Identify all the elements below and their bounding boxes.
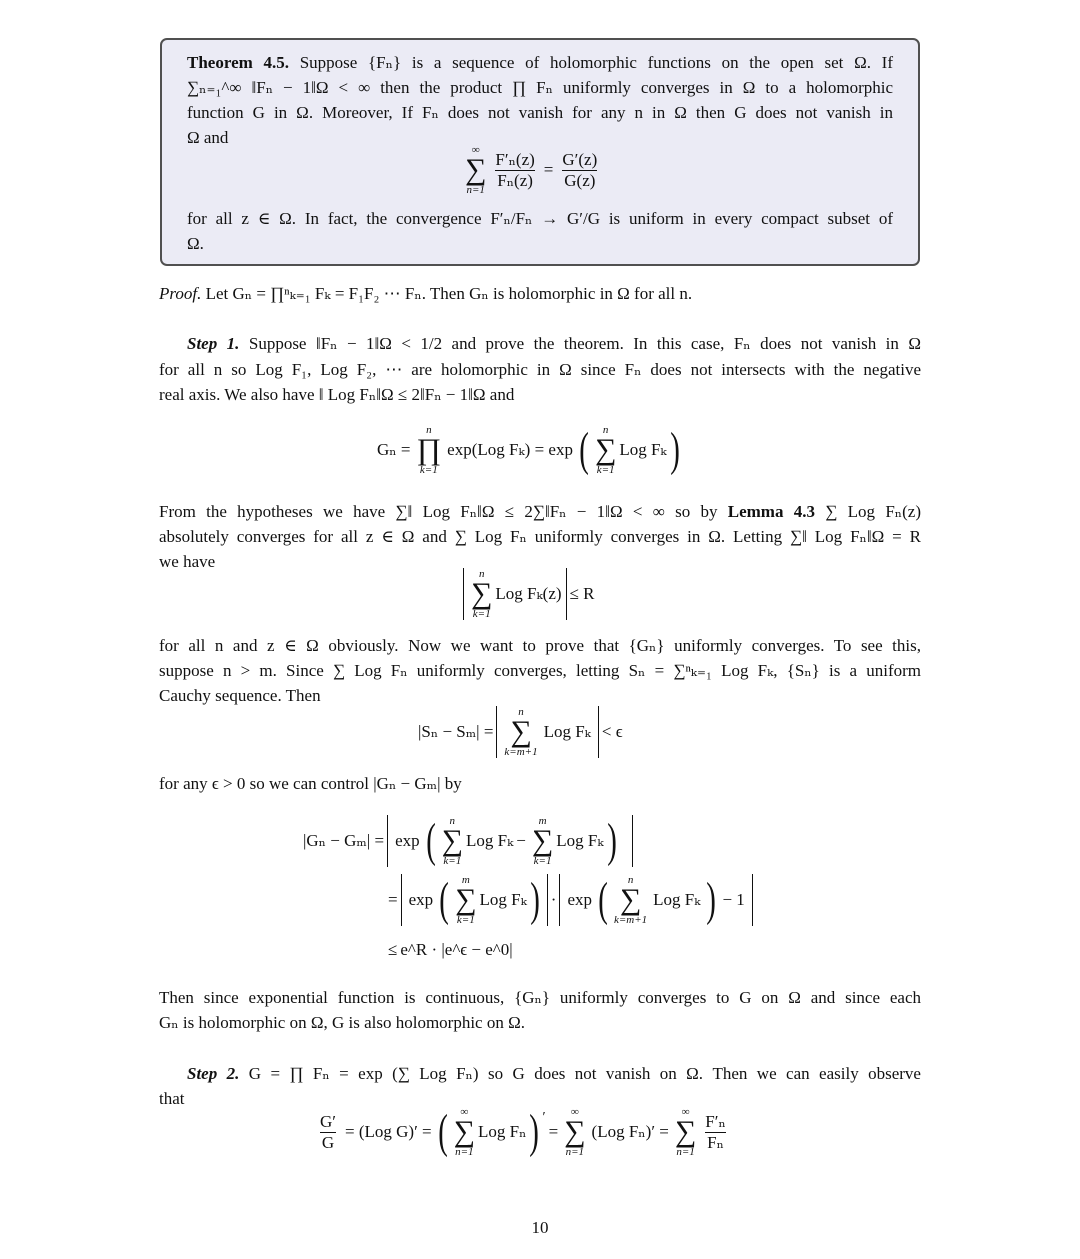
top: n: [518, 706, 524, 718]
top: n: [426, 424, 432, 436]
term: Log Fₖ: [653, 890, 701, 909]
term: Log Fₖ: [619, 440, 667, 459]
align-line-1: [300, 815, 633, 867]
theorem-line: ∑ₙ₌₁^∞ ‖Fₙ − 1‖Ω < ∞ then the product ∏ Fₙ uniformly converges in Ω to a holomorphic: [187, 78, 893, 97]
proof-line: [159, 283, 921, 305]
sum-operator: m ∑ k=1: [531, 815, 554, 867]
align-line-3: [385, 940, 513, 960]
theorem-line: [187, 52, 893, 74]
term: (Log Fₙ)′ =: [591, 1122, 669, 1141]
theorem-equation: [462, 144, 603, 196]
step1-line: real axis. We also have ‖ Log Fₙ‖Ω ≤ 2‖Fₙ − 1‖Ω and: [159, 385, 515, 404]
bottom: k=1: [419, 464, 438, 476]
absolute-value: [463, 568, 567, 620]
bottom: n=1: [676, 1146, 695, 1158]
sum-operator: n ∑ k=m+1: [614, 874, 648, 926]
equation-bound: [463, 568, 597, 620]
numerator: G′: [320, 1111, 336, 1131]
term: Log Fₖ: [479, 890, 527, 909]
step1-label: Step 1.: [187, 334, 240, 353]
term: Log Fₙ: [478, 1122, 527, 1141]
sum-operator: n ∑ k=m+1: [504, 706, 538, 758]
proof-label: Proof.: [159, 284, 202, 303]
step2-line: [187, 1063, 921, 1085]
sum-operator: ∞ ∑ n=1: [465, 144, 487, 196]
text: From the hypotheses we have ∑‖ Log Fₙ‖Ω ≤ 2∑‖Fₙ − 1‖Ω < ∞ so by: [159, 502, 728, 521]
sum-operator: n ∑ k=1: [471, 568, 493, 620]
lemma-ref: Lemma 4.3: [727, 502, 815, 521]
text: Suppose ‖Fₙ − 1‖Ω < 1/2 and prove the theorem. In this case, Fₙ does not vanish in Ω: [239, 334, 921, 353]
top: ∞: [570, 1106, 579, 1118]
para-line: Gₙ is holomorphic on Ω, G is also holomorphic on Ω.: [159, 1013, 525, 1032]
sum-operator: ∞ ∑ n=1: [674, 1106, 697, 1158]
text: = (Log G)′ =: [345, 1122, 432, 1141]
para-line: Cauchy sequence. Then: [159, 686, 321, 705]
denominator: G: [321, 1132, 335, 1152]
bottom: k=1: [443, 855, 462, 867]
equals: =: [388, 890, 398, 909]
text: G = ∏ Fₙ = exp (∑ Log Fₙ) so G does not vanish on Ω. Then we can easily observe: [239, 1064, 921, 1083]
fraction: [560, 150, 599, 191]
bottom: k=m+1: [504, 746, 538, 758]
lhs: |Gₙ − Gₘ| =: [303, 831, 385, 850]
exp: exp: [395, 831, 420, 850]
product-operator: n ∏ k=1: [416, 424, 442, 476]
bottom: k=1: [533, 855, 552, 867]
para-line: for all n and z ∈ Ω obviously. Now we want to prove that {Gₙ} uniformly converges. To see this,: [159, 636, 921, 655]
bottom: k=1: [596, 464, 615, 476]
para-line: [159, 501, 921, 523]
denominator: G(z): [564, 170, 596, 190]
theorem-line: function G in Ω. Moreover, If Fₙ does not vanish for any n in Ω then G does not vanish in: [187, 103, 893, 122]
sum-bottom: n=1: [466, 184, 485, 196]
sum-operator: n ∑ k=1: [441, 815, 463, 867]
fraction: [703, 1112, 728, 1153]
equation-log-derivative: $\frac{G'}{G}$ = (Log G)′ = ( ∞ ∑ n=1 Log Fₙ ) ′ = ∞ ∑ n=1 (Log Fₙ)′ = ∞ ∑ n=1 $\frac{\text{F′ₙ}}{\text{Fₙ}}$: [320, 1105, 726, 1158]
top: n: [478, 568, 485, 580]
align-line-2: [385, 874, 753, 926]
step2-line: that: [159, 1089, 185, 1108]
minus: −: [516, 831, 526, 850]
theorem-line: Ω.: [187, 234, 204, 253]
bottom: n=1: [455, 1146, 474, 1158]
step1-line: [187, 333, 921, 355]
exp: exp: [408, 890, 434, 909]
top: m: [538, 815, 547, 827]
numerator: F′ₙ(z): [495, 149, 535, 169]
step2-label: Step 2.: [187, 1064, 240, 1083]
theorem-line: Ω and: [187, 128, 229, 147]
numerator: F′ₙ: [705, 1111, 726, 1131]
absolute-value: exp ( m ∑ k=1 Log Fₖ ): [401, 874, 548, 926]
dot: ·: [550, 890, 557, 909]
bottom: k=1: [472, 608, 491, 620]
top: ∞: [681, 1106, 690, 1118]
bound: e^R · |e^ϵ − e^0|: [400, 940, 513, 959]
denominator: Fₙ: [707, 1132, 724, 1152]
term: Log Fₖ: [556, 831, 604, 850]
theorem-label: Theorem 4.5.: [187, 53, 289, 72]
rhs: ≤ R: [569, 584, 595, 603]
theorem-line: for all z ∈ Ω. In fact, the convergence F′ₙ/Fₙ → G′/G is uniform in every compact subset of: [187, 209, 893, 228]
para-line: for any ϵ > 0 so we can control |Gₙ − Gₘ| by: [159, 774, 462, 793]
equation-gn-product: Gₙ = n ∏ k=1 exp(Log Fₖ) = exp ( n ∑ k=1 Log Fₖ ): [377, 423, 680, 476]
sum-operator: ∞ ∑ n=1: [564, 1106, 586, 1158]
lhs: Gₙ =: [377, 440, 411, 459]
sum-top: ∞: [471, 144, 480, 156]
bottom: n=1: [565, 1146, 585, 1158]
equals: =: [543, 160, 554, 179]
exp: exp: [567, 890, 593, 909]
absolute-value: [496, 706, 598, 758]
bottom: k=m+1: [614, 914, 648, 926]
absolute-value: exp ( n ∑ k=1 Log Fₖ − m ∑ k=1 Log Fₖ ): [387, 815, 632, 867]
sum-operator: m ∑ k=1: [455, 874, 477, 926]
text: Suppose {Fₙ} is a sequence of holomorphic functions on the open set Ω. If: [289, 53, 893, 72]
prime: ′: [542, 1108, 546, 1125]
term: Log Fₖ: [466, 831, 514, 850]
sum-operator: n ∑ k=1: [594, 424, 617, 476]
top: n: [627, 874, 634, 886]
page-number: 10: [531, 1218, 549, 1237]
sum-operator: ∞ ∑ n=1: [453, 1106, 476, 1158]
fraction: [493, 150, 536, 191]
para-line: we have: [159, 552, 216, 571]
bottom: k=1: [456, 914, 475, 926]
para-line: absolutely converges for all z ∈ Ω and ∑ Log Fₙ uniformly converges in Ω. Letting ∑‖ Log Fₙ‖Ω = R: [159, 527, 921, 546]
term: Log Fₖ: [543, 722, 591, 741]
top: ∞: [460, 1106, 469, 1118]
denominator: Fₙ(z): [497, 170, 533, 190]
top: n: [602, 424, 609, 436]
lhs: |Sₙ − Sₘ| =: [418, 722, 494, 741]
para-line: Then since exponential function is continuous, {Gₙ} uniformly converges to G on Ω and since each: [159, 988, 921, 1007]
numerator: G′(z): [562, 149, 598, 169]
minus-one: − 1: [722, 890, 745, 909]
rhs: < ϵ: [601, 722, 623, 741]
step1-line: for all n so Log F₁, Log F₂, ⋯ are holomorphic in Ω since Fₙ does not intersects with the negative: [159, 360, 921, 379]
leq: ≤: [388, 940, 398, 959]
top: m: [461, 874, 470, 886]
fraction: [318, 1112, 338, 1153]
top: n: [449, 815, 456, 827]
text: ∑ Log Fₙ(z): [815, 502, 921, 521]
mid: exp(Log Fₖ) = exp: [447, 440, 573, 459]
equals: =: [548, 1122, 559, 1141]
term: Log Fₖ(z): [495, 584, 562, 603]
absolute-value: exp ( n ∑ k=m+1 Log Fₖ ) − 1: [559, 874, 752, 926]
text: Let Gₙ = ∏ⁿₖ₌₁ Fₖ = F₁F₂ ⋯ Fₙ. Then Gₙ is holomorphic in Ω for all n.: [201, 284, 693, 303]
para-line: suppose n > m. Since ∑ Log Fₙ uniformly converges, letting Sₙ = ∑ⁿₖ₌₁ Log Fₖ, {Sₙ} is a uniform: [159, 661, 921, 680]
equation-cauchy: [415, 706, 626, 758]
